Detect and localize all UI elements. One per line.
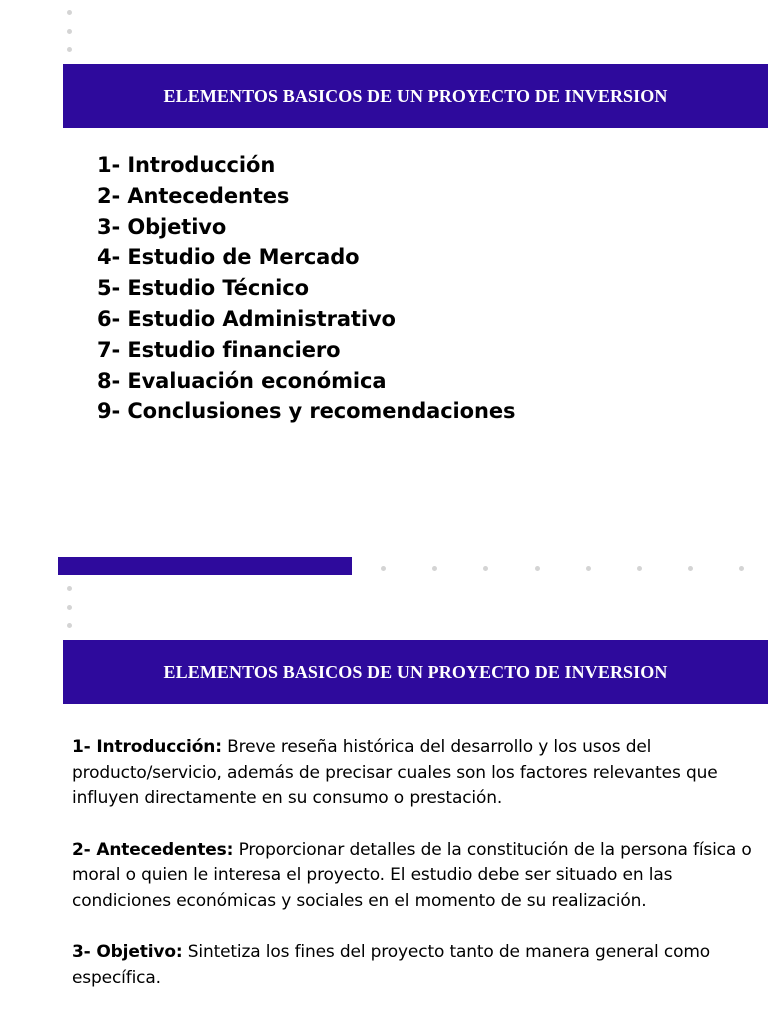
decorative-dot [483,566,488,571]
list-item: 5- Estudio Técnico [97,276,309,301]
section-text: Breve reseña histórica del desarrollo y los usos del producto/servicio, además de precisar cuales son los factores relevantes que influyen directamente en su consumo o prestación. [72,737,718,808]
decorative-dot [586,566,591,571]
decorative-dot [688,566,693,571]
list-item: 9- Conclusiones y recomendaciones [97,399,516,424]
section-descriptions [72,735,752,1017]
section-objetivo [72,940,752,991]
list-item: 7- Estudio financiero [97,337,341,362]
decorative-dot [739,566,744,571]
decorative-dot [381,566,386,571]
section-antecedentes [72,838,752,915]
slide-title: ELEMENTOS BASICOS DE UN PROYECTO DE INVERSION [163,661,668,682]
decorative-dot [432,566,437,571]
list-item: 3- Objetivo [97,214,227,239]
list-item: 8- Evaluación económica [97,368,387,393]
decorative-dot [67,29,72,34]
list-item: 2- Antecedentes [97,183,290,208]
decorative-dot [535,566,540,571]
list-item: 4- Estudio de Mercado [97,245,360,270]
slide-title-banner [63,640,768,704]
contents-list [97,150,515,427]
section-heading: 2- Antecedentes: [72,839,234,860]
decorative-dot [67,10,72,15]
slide-title-banner [63,64,768,128]
list-item: 1- Introducción [97,153,276,177]
decorative-dot [67,623,72,628]
section-heading: 1- Introducción: [72,737,222,757]
decorative-dot [637,566,642,571]
slide-title: ELEMENTOS BASICOS DE UN PROYECTO DE INVERSION [163,85,668,106]
decorative-dot [67,47,72,52]
section-introduccion [72,735,752,812]
list-item: 6- Estudio Administrativo [97,306,396,331]
slide-divider-bar [58,557,352,575]
section-heading: 3- Objetivo: [72,942,183,962]
decorative-dot [67,586,72,591]
decorative-dot [67,605,72,610]
section-text: Sintetiza los fines del proyecto tanto de manera general como específica. [72,942,710,988]
section-text: Proporcionar detalles de la constitución de la persona física o moral o quien le interesa el proyecto. El estudio debe ser situado en las condiciones económicas y sociales en el momento de su realización. [72,839,752,911]
